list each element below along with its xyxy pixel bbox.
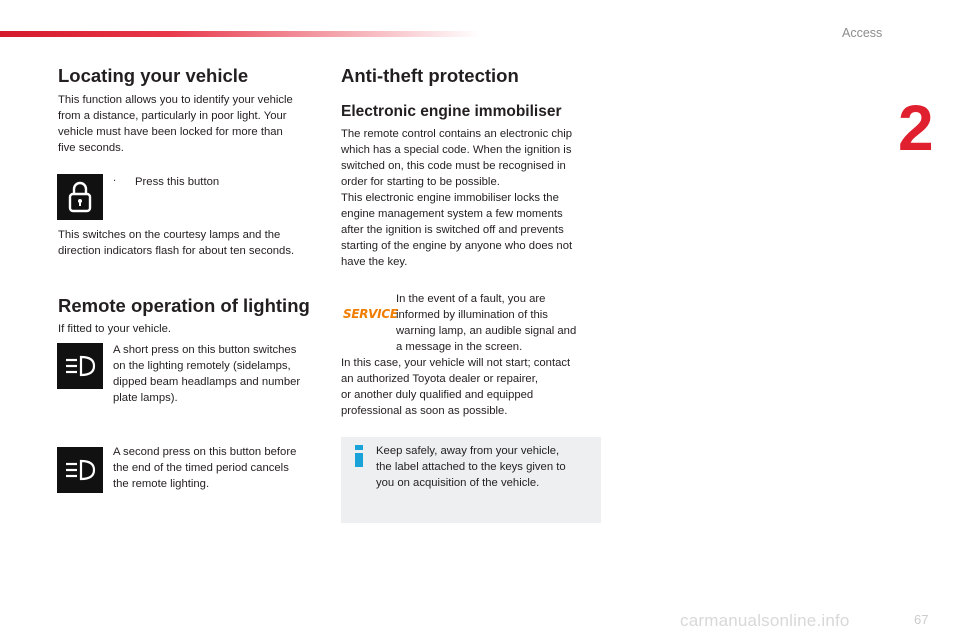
- lock-button-icon: [57, 174, 103, 220]
- locating-intro: This function allows you to identify your vehicle from a distance, particularly in poor light. Your vehicle must have been locked for more than five seconds.: [58, 94, 293, 154]
- locating-result: This switches on the courtesy lamps and the direction indicators flash for about ten seconds.: [58, 229, 295, 257]
- info-icon: [352, 445, 366, 467]
- watermark: carmanualsonline.info: [680, 611, 850, 630]
- service-warning-lamp: SERVICE: [343, 307, 398, 321]
- lighting-fitted: If fitted to your vehicle.: [58, 323, 172, 335]
- bullet-glyph: ‧: [113, 176, 117, 187]
- section-label: Access: [842, 26, 883, 40]
- immobiliser-body: The remote control contains an electronic chip which has a special code. When the ignition is switched on, this code must be recognised in order for starting to be possible. This electronic engine immobiliser locks the engine management system a few moments after the ignition is switched off and prevents starting of the engine by anyone who does not have the key.: [341, 128, 573, 268]
- lighting-title: Remote operation of lighting: [58, 295, 310, 316]
- second-press-text: A second press on this button before the end of the timed period cancels the remote lighting.: [113, 446, 297, 490]
- short-press-text: A short press on this button switches on the lighting remotely (sidelamps, dipped beam headlamps and number plate lamps).: [113, 344, 301, 404]
- header-accent-bar: [0, 31, 480, 37]
- fault-action-text: In this case, your vehicle will not start; contact an authorized Toyota dealer or repairer, or another duly qualified and equipped professional as soon as possible.: [341, 357, 571, 417]
- locating-step: Press this button: [135, 176, 220, 188]
- chapter-number: 2: [898, 92, 934, 164]
- headlamp-icon: [63, 457, 97, 483]
- headlamp-icon: [63, 353, 97, 379]
- immobiliser-subtitle: Electronic engine immobiliser: [341, 103, 562, 120]
- page-number: 67: [914, 612, 929, 627]
- info-note-text: Keep safely, away from your vehicle, the label attached to the keys given to you on acquisition of the vehicle.: [376, 445, 566, 489]
- lock-icon: [65, 180, 95, 214]
- lighting-button-icon-2: [57, 447, 103, 493]
- locating-title: Locating your vehicle: [58, 65, 249, 86]
- fault-text: In the event of a fault, you are informed by illumination of this warning lamp, an audible signal and a message in the screen.: [396, 293, 577, 353]
- antitheft-title: Anti-theft protection: [341, 65, 519, 86]
- lighting-button-icon-1: [57, 343, 103, 389]
